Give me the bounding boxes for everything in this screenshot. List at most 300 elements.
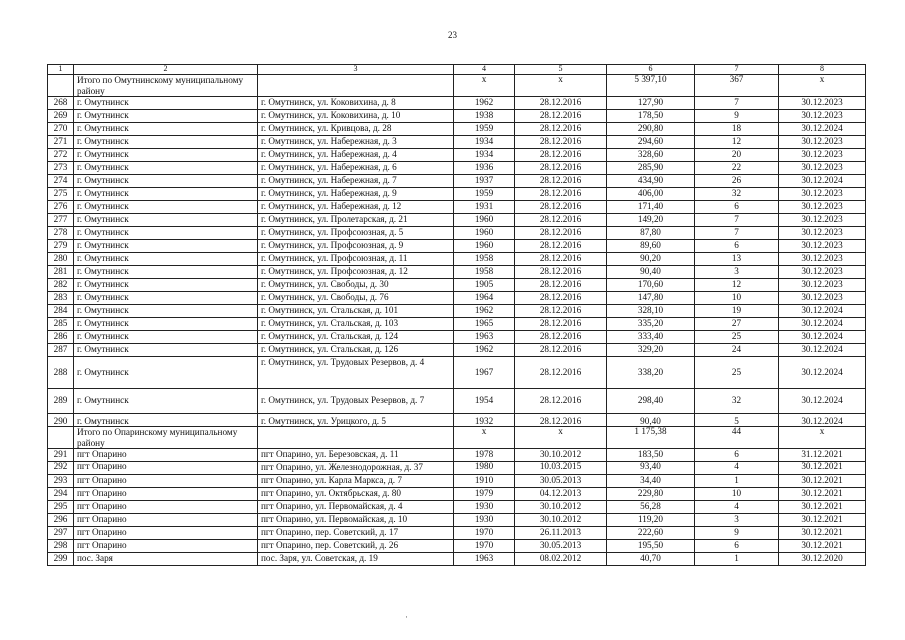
resettlement-deadline-cell: 30.12.2024 xyxy=(779,414,866,427)
row-number-cell: 271 xyxy=(48,136,74,149)
housing-register-table xyxy=(47,64,866,566)
residents-count-cell: 7 xyxy=(695,214,779,227)
table-row xyxy=(48,175,866,188)
area-cell: 298,40 xyxy=(607,389,695,414)
residents-count-cell: 367 xyxy=(695,75,779,97)
recognition-date-cell: 28.12.2016 xyxy=(515,123,607,136)
settlement-cell: г. Омутнинск xyxy=(74,162,258,175)
resettlement-deadline-cell: 30.12.2024 xyxy=(779,318,866,331)
address-cell: г. Омутнинск, ул. Пролетарская, д. 21 xyxy=(258,214,454,227)
address-cell: г. Омутнинск, ул. Набережная, д. 7 xyxy=(258,175,454,188)
register-body xyxy=(48,75,866,566)
area-cell: 406,00 xyxy=(607,188,695,201)
row-number-cell: 289 xyxy=(48,389,74,414)
build-year-cell: 1958 xyxy=(454,253,515,266)
table-row xyxy=(48,501,866,514)
residents-count-cell: 1 xyxy=(695,553,779,566)
build-year-cell: 1960 xyxy=(454,240,515,253)
row-number-cell: 292 xyxy=(48,462,74,475)
address-cell: г. Омутнинск, ул. Стальская, д. 103 xyxy=(258,318,454,331)
settlement-cell: пгт Опарино xyxy=(74,462,258,475)
build-year-cell: 1937 xyxy=(454,175,515,188)
resettlement-deadline-cell: 30.12.2024 xyxy=(779,305,866,318)
residents-count-cell: 9 xyxy=(695,110,779,123)
recognition-date-cell: 28.12.2016 xyxy=(515,357,607,389)
area-cell: 170,60 xyxy=(607,279,695,292)
settlement-cell: пос. Заря xyxy=(74,553,258,566)
resettlement-deadline-cell: 30.12.2021 xyxy=(779,540,866,553)
settlement-cell: г. Омутнинск xyxy=(74,331,258,344)
build-year-cell: x xyxy=(454,75,515,97)
recognition-date-cell: 28.12.2016 xyxy=(515,227,607,240)
settlement-cell: г. Омутнинск xyxy=(74,318,258,331)
area-cell: 127,90 xyxy=(607,97,695,110)
recognition-date-cell: 28.12.2016 xyxy=(515,201,607,214)
settlement-cell: г. Омутнинск xyxy=(74,227,258,240)
table-row xyxy=(48,540,866,553)
build-year-cell: 1936 xyxy=(454,162,515,175)
build-year-cell: 1967 xyxy=(454,357,515,389)
residents-count-cell: 18 xyxy=(695,123,779,136)
recognition-date-cell: 28.12.2016 xyxy=(515,214,607,227)
address-cell: г. Омутнинск, ул. Кривцова, д. 28 xyxy=(258,123,454,136)
settlement-cell: г. Омутнинск xyxy=(74,240,258,253)
settlement-cell: г. Омутнинск xyxy=(74,188,258,201)
table-row xyxy=(48,266,866,279)
area-cell: 93,40 xyxy=(607,462,695,475)
resettlement-deadline-cell: x xyxy=(779,75,866,97)
row-number-cell: 272 xyxy=(48,149,74,162)
address-cell: г. Омутнинск, ул. Набережная, д. 6 xyxy=(258,162,454,175)
residents-count-cell: 6 xyxy=(695,449,779,462)
column-number: 3 xyxy=(258,65,454,75)
resettlement-deadline-cell: 30.12.2021 xyxy=(779,514,866,527)
build-year-cell: 1962 xyxy=(454,344,515,357)
residents-count-cell: 6 xyxy=(695,540,779,553)
residents-count-cell: 6 xyxy=(695,240,779,253)
resettlement-deadline-cell: 30.12.2023 xyxy=(779,214,866,227)
address-cell: г. Омутнинск, ул. Трудовых Резервов, д. 7 xyxy=(258,389,454,414)
table-row xyxy=(48,414,866,427)
resettlement-deadline-cell: 30.12.2023 xyxy=(779,97,866,110)
resettlement-deadline-cell: 30.12.2024 xyxy=(779,344,866,357)
address-cell: г. Омутнинск, ул. Коковихина, д. 8 xyxy=(258,97,454,110)
area-cell: 183,50 xyxy=(607,449,695,462)
build-year-cell: 1963 xyxy=(454,553,515,566)
area-cell: 5 397,10 xyxy=(607,75,695,97)
settlement-cell: г. Омутнинск xyxy=(74,266,258,279)
district-total-row xyxy=(48,75,866,97)
address-cell: г. Омутнинск, ул. Профсоюзная, д. 12 xyxy=(258,266,454,279)
settlement-cell: г. Омутнинск xyxy=(74,201,258,214)
address-cell: пгт Опарино, ул. Железнодорожная, д. 37 xyxy=(258,462,454,475)
address-cell: г. Омутнинск, ул. Набережная, д. 12 xyxy=(258,201,454,214)
area-cell: 195,50 xyxy=(607,540,695,553)
row-number-cell: 294 xyxy=(48,488,74,501)
recognition-date-cell: 30.05.2013 xyxy=(515,540,607,553)
table-row xyxy=(48,162,866,175)
resettlement-deadline-cell: 30.12.2024 xyxy=(779,123,866,136)
address-cell: г. Омутнинск, ул. Профсоюзная, д. 9 xyxy=(258,240,454,253)
build-year-cell: 1958 xyxy=(454,266,515,279)
settlement-cell: пгт Опарино xyxy=(74,488,258,501)
residents-count-cell: 5 xyxy=(695,414,779,427)
address-cell: пгт Опарино, ул. Первомайская, д. 10 xyxy=(258,514,454,527)
table-row xyxy=(48,253,866,266)
row-number-cell: 278 xyxy=(48,227,74,240)
address-cell: г. Омутнинск, ул. Набережная, д. 9 xyxy=(258,188,454,201)
table-row xyxy=(48,389,866,414)
build-year-cell: 1930 xyxy=(454,501,515,514)
resettlement-deadline-cell: 30.12.2023 xyxy=(779,279,866,292)
row-number-cell: 293 xyxy=(48,475,74,488)
recognition-date-cell: 28.12.2016 xyxy=(515,292,607,305)
residents-count-cell: 7 xyxy=(695,227,779,240)
table-row xyxy=(48,227,866,240)
build-year-cell: 1934 xyxy=(454,136,515,149)
area-cell: 294,60 xyxy=(607,136,695,149)
settlement-cell: пгт Опарино xyxy=(74,475,258,488)
area-cell: 171,40 xyxy=(607,201,695,214)
recognition-date-cell: 30.05.2013 xyxy=(515,475,607,488)
build-year-cell: 1954 xyxy=(454,389,515,414)
settlement-cell: г. Омутнинск xyxy=(74,123,258,136)
table-row xyxy=(48,475,866,488)
resettlement-deadline-cell: 30.12.2024 xyxy=(779,331,866,344)
area-cell: 34,40 xyxy=(607,475,695,488)
resettlement-deadline-cell: 30.12.2021 xyxy=(779,527,866,540)
resettlement-deadline-cell: 30.12.2023 xyxy=(779,292,866,305)
residents-count-cell: 27 xyxy=(695,318,779,331)
address-cell: г. Омутнинск, ул. Набережная, д. 4 xyxy=(258,149,454,162)
resettlement-deadline-cell: 30.12.2023 xyxy=(779,266,866,279)
area-cell: 290,80 xyxy=(607,123,695,136)
recognition-date-cell: 28.12.2016 xyxy=(515,305,607,318)
area-cell: 40,70 xyxy=(607,553,695,566)
table-row xyxy=(48,292,866,305)
row-number-cell: 280 xyxy=(48,253,74,266)
address-cell: г. Омутнинск, ул. Стальская, д. 124 xyxy=(258,331,454,344)
recognition-date-cell: 28.12.2016 xyxy=(515,414,607,427)
settlement-cell: Итого по Омутнинскому муниципальному району xyxy=(74,75,258,97)
build-year-cell: 1959 xyxy=(454,123,515,136)
residents-count-cell: 19 xyxy=(695,305,779,318)
settlement-cell: г. Омутнинск xyxy=(74,389,258,414)
column-number-row xyxy=(48,65,866,75)
address-cell: пгт Опарино, пер. Советский, д. 26 xyxy=(258,540,454,553)
residents-count-cell: 4 xyxy=(695,462,779,475)
settlement-cell: пгт Опарино xyxy=(74,540,258,553)
settlement-cell: г. Омутнинск xyxy=(74,292,258,305)
residents-count-cell: 12 xyxy=(695,279,779,292)
table-row xyxy=(48,97,866,110)
table-row xyxy=(48,553,866,566)
settlement-cell: пгт Опарино xyxy=(74,449,258,462)
settlement-cell: г. Омутнинск xyxy=(74,357,258,389)
table-row xyxy=(48,201,866,214)
settlement-cell: пгт Опарино xyxy=(74,501,258,514)
recognition-date-cell: x xyxy=(515,427,607,449)
residents-count-cell: 12 xyxy=(695,136,779,149)
row-number-cell: 269 xyxy=(48,110,74,123)
recognition-date-cell: 30.10.2012 xyxy=(515,449,607,462)
settlement-cell: г. Омутнинск xyxy=(74,414,258,427)
recognition-date-cell: 28.12.2016 xyxy=(515,389,607,414)
row-number-cell: 270 xyxy=(48,123,74,136)
address-cell: г. Омутнинск, ул. Трудовых Резервов, д. 4 xyxy=(258,357,454,389)
residents-count-cell: 25 xyxy=(695,331,779,344)
recognition-date-cell: 28.12.2016 xyxy=(515,240,607,253)
settlement-cell: г. Омутнинск xyxy=(74,214,258,227)
address-cell: пгт Опарино, ул. Березовская, д. 11 xyxy=(258,449,454,462)
settlement-cell: Итого по Опаринскому муниципальному району xyxy=(74,427,258,449)
recognition-date-cell: 28.12.2016 xyxy=(515,188,607,201)
row-number-cell: 279 xyxy=(48,240,74,253)
recognition-date-cell: 28.12.2016 xyxy=(515,279,607,292)
settlement-cell: пгт Опарино xyxy=(74,514,258,527)
row-number-cell: 288 xyxy=(48,357,74,389)
build-year-cell: 1962 xyxy=(454,97,515,110)
resettlement-deadline-cell: 30.12.2023 xyxy=(779,149,866,162)
resettlement-deadline-cell: 30.12.2020 xyxy=(779,553,866,566)
scan-mark: · xyxy=(405,612,408,622)
row-number-cell: 275 xyxy=(48,188,74,201)
recognition-date-cell: 26.11.2013 xyxy=(515,527,607,540)
column-number: 5 xyxy=(515,65,607,75)
row-number-cell: 274 xyxy=(48,175,74,188)
table-row xyxy=(48,279,866,292)
area-cell: 328,10 xyxy=(607,305,695,318)
build-year-cell: x xyxy=(454,427,515,449)
table-row xyxy=(48,110,866,123)
row-number-cell xyxy=(48,427,74,449)
address-cell: пгт Опарино, ул. Октябрьская, д. 80 xyxy=(258,488,454,501)
area-cell: 222,60 xyxy=(607,527,695,540)
settlement-cell: г. Омутнинск xyxy=(74,344,258,357)
table-row xyxy=(48,331,866,344)
residents-count-cell: 24 xyxy=(695,344,779,357)
resettlement-deadline-cell: 30.12.2024 xyxy=(779,389,866,414)
build-year-cell: 1931 xyxy=(454,201,515,214)
column-number: 2 xyxy=(74,65,258,75)
resettlement-deadline-cell: 30.12.2021 xyxy=(779,462,866,475)
row-number-cell: 277 xyxy=(48,214,74,227)
table-row xyxy=(48,149,866,162)
row-number-cell: 285 xyxy=(48,318,74,331)
recognition-date-cell: 28.12.2016 xyxy=(515,136,607,149)
area-cell: 1 175,38 xyxy=(607,427,695,449)
resettlement-deadline-cell: 31.12.2021 xyxy=(779,449,866,462)
build-year-cell: 1938 xyxy=(454,110,515,123)
table-row xyxy=(48,527,866,540)
area-cell: 178,50 xyxy=(607,110,695,123)
resettlement-deadline-cell: x xyxy=(779,427,866,449)
residents-count-cell: 32 xyxy=(695,188,779,201)
address-cell: пос. Заря, ул. Советская, д. 19 xyxy=(258,553,454,566)
column-number: 8 xyxy=(779,65,866,75)
row-number-cell: 276 xyxy=(48,201,74,214)
residents-count-cell: 4 xyxy=(695,501,779,514)
row-number-cell: 283 xyxy=(48,292,74,305)
area-cell: 329,20 xyxy=(607,344,695,357)
settlement-cell: г. Омутнинск xyxy=(74,279,258,292)
table-row xyxy=(48,188,866,201)
row-number-cell: 284 xyxy=(48,305,74,318)
residents-count-cell: 10 xyxy=(695,488,779,501)
address-cell xyxy=(258,427,454,449)
residents-count-cell: 9 xyxy=(695,527,779,540)
recognition-date-cell: x xyxy=(515,75,607,97)
residents-count-cell: 6 xyxy=(695,201,779,214)
address-cell xyxy=(258,75,454,97)
build-year-cell: 1965 xyxy=(454,318,515,331)
resettlement-deadline-cell: 30.12.2023 xyxy=(779,240,866,253)
build-year-cell: 1959 xyxy=(454,188,515,201)
residents-count-cell: 7 xyxy=(695,97,779,110)
settlement-cell: г. Омутнинск xyxy=(74,136,258,149)
address-cell: г. Омутнинск, ул. Профсоюзная, д. 11 xyxy=(258,253,454,266)
build-year-cell: 1979 xyxy=(454,488,515,501)
resettlement-deadline-cell: 30.12.2021 xyxy=(779,475,866,488)
area-cell: 333,40 xyxy=(607,331,695,344)
residents-count-cell: 25 xyxy=(695,357,779,389)
row-number-cell: 290 xyxy=(48,414,74,427)
area-cell: 87,80 xyxy=(607,227,695,240)
recognition-date-cell: 04.12.2013 xyxy=(515,488,607,501)
address-cell: г. Омутнинск, ул. Свободы, д. 76 xyxy=(258,292,454,305)
recognition-date-cell: 28.12.2016 xyxy=(515,344,607,357)
residents-count-cell: 22 xyxy=(695,162,779,175)
row-number-cell: 281 xyxy=(48,266,74,279)
settlement-cell: г. Омутнинск xyxy=(74,175,258,188)
recognition-date-cell: 30.10.2012 xyxy=(515,501,607,514)
row-number-cell: 298 xyxy=(48,540,74,553)
residents-count-cell: 13 xyxy=(695,253,779,266)
table-row xyxy=(48,240,866,253)
table-row xyxy=(48,305,866,318)
settlement-cell: г. Омутнинск xyxy=(74,305,258,318)
row-number-cell: 299 xyxy=(48,553,74,566)
table-row xyxy=(48,136,866,149)
resettlement-deadline-cell: 30.12.2021 xyxy=(779,488,866,501)
area-cell: 335,20 xyxy=(607,318,695,331)
residents-count-cell: 26 xyxy=(695,175,779,188)
address-cell: пгт Опарино, ул. Карла Маркса, д. 7 xyxy=(258,475,454,488)
address-cell: пгт Опарино, ул. Первомайская, д. 4 xyxy=(258,501,454,514)
table-row xyxy=(48,123,866,136)
column-number: 6 xyxy=(607,65,695,75)
area-cell: 90,40 xyxy=(607,414,695,427)
area-cell: 434,90 xyxy=(607,175,695,188)
area-cell: 328,60 xyxy=(607,149,695,162)
area-cell: 338,20 xyxy=(607,357,695,389)
address-cell: г. Омутнинск, ул. Стальская, д. 101 xyxy=(258,305,454,318)
recognition-date-cell: 10.03.2015 xyxy=(515,462,607,475)
resettlement-deadline-cell: 30.12.2023 xyxy=(779,110,866,123)
address-cell: пгт Опарино, пер. Советский, д. 17 xyxy=(258,527,454,540)
address-cell: г. Омутнинск, ул. Коковихина, д. 10 xyxy=(258,110,454,123)
recognition-date-cell: 28.12.2016 xyxy=(515,253,607,266)
residents-count-cell: 3 xyxy=(695,514,779,527)
recognition-date-cell: 08.02.2012 xyxy=(515,553,607,566)
build-year-cell: 1960 xyxy=(454,227,515,240)
build-year-cell: 1964 xyxy=(454,292,515,305)
table-row xyxy=(48,514,866,527)
build-year-cell: 1905 xyxy=(454,279,515,292)
address-cell: г. Омутнинск, ул. Свободы, д. 30 xyxy=(258,279,454,292)
build-year-cell: 1932 xyxy=(454,414,515,427)
column-number: 1 xyxy=(48,65,74,75)
residents-count-cell: 10 xyxy=(695,292,779,305)
resettlement-deadline-cell: 30.12.2023 xyxy=(779,201,866,214)
build-year-cell: 1930 xyxy=(454,514,515,527)
row-number-cell: 268 xyxy=(48,97,74,110)
area-cell: 147,80 xyxy=(607,292,695,305)
residents-count-cell: 32 xyxy=(695,389,779,414)
page-number: 23 xyxy=(448,30,457,40)
area-cell: 90,20 xyxy=(607,253,695,266)
column-number: 4 xyxy=(454,65,515,75)
settlement-cell: г. Омутнинск xyxy=(74,97,258,110)
recognition-date-cell: 28.12.2016 xyxy=(515,175,607,188)
settlement-cell: г. Омутнинск xyxy=(74,110,258,123)
resettlement-deadline-cell: 30.12.2023 xyxy=(779,253,866,266)
address-cell: г. Омутнинск, ул. Стальская, д. 126 xyxy=(258,344,454,357)
build-year-cell: 1980 xyxy=(454,462,515,475)
area-cell: 56,28 xyxy=(607,501,695,514)
row-number-cell: 273 xyxy=(48,162,74,175)
recognition-date-cell: 30.10.2012 xyxy=(515,514,607,527)
build-year-cell: 1962 xyxy=(454,305,515,318)
recognition-date-cell: 28.12.2016 xyxy=(515,318,607,331)
row-number-cell: 291 xyxy=(48,449,74,462)
resettlement-deadline-cell: 30.12.2023 xyxy=(779,227,866,240)
residents-count-cell: 3 xyxy=(695,266,779,279)
build-year-cell: 1934 xyxy=(454,149,515,162)
settlement-cell: г. Омутнинск xyxy=(74,149,258,162)
address-cell: г. Омутнинск, ул. Набережная, д. 3 xyxy=(258,136,454,149)
table-row xyxy=(48,449,866,462)
resettlement-deadline-cell: 30.12.2024 xyxy=(779,175,866,188)
address-cell: г. Омутнинск, ул. Урицкого, д. 5 xyxy=(258,414,454,427)
row-number-cell: 296 xyxy=(48,514,74,527)
recognition-date-cell: 28.12.2016 xyxy=(515,331,607,344)
table-row xyxy=(48,344,866,357)
residents-count-cell: 1 xyxy=(695,475,779,488)
recognition-date-cell: 28.12.2016 xyxy=(515,266,607,279)
resettlement-deadline-cell: 30.12.2023 xyxy=(779,136,866,149)
build-year-cell: 1970 xyxy=(454,540,515,553)
area-cell: 119,20 xyxy=(607,514,695,527)
table-row xyxy=(48,488,866,501)
row-number-cell: 295 xyxy=(48,501,74,514)
table-row xyxy=(48,357,866,389)
build-year-cell: 1970 xyxy=(454,527,515,540)
recognition-date-cell: 28.12.2016 xyxy=(515,110,607,123)
recognition-date-cell: 28.12.2016 xyxy=(515,149,607,162)
row-number-cell xyxy=(48,75,74,97)
resettlement-deadline-cell: 30.12.2023 xyxy=(779,162,866,175)
settlement-cell: г. Омутнинск xyxy=(74,253,258,266)
area-cell: 90,40 xyxy=(607,266,695,279)
row-number-cell: 286 xyxy=(48,331,74,344)
table-row xyxy=(48,462,866,475)
table-row xyxy=(48,318,866,331)
column-number: 7 xyxy=(695,65,779,75)
settlement-cell: пгт Опарино xyxy=(74,527,258,540)
district-total-row xyxy=(48,427,866,449)
area-cell: 89,60 xyxy=(607,240,695,253)
